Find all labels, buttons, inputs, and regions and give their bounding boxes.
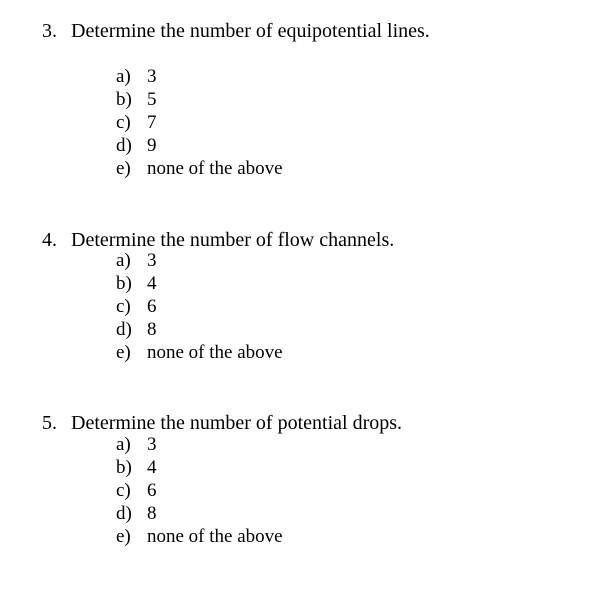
option-letter: b) <box>116 273 132 294</box>
option-text: 4 <box>147 457 157 478</box>
option-letter: e) <box>116 158 131 179</box>
option-letter: c) <box>116 296 131 317</box>
question-stem <box>42 411 402 435</box>
option-letter: e) <box>116 342 131 363</box>
option-letter: a) <box>116 66 131 87</box>
option-letter: b) <box>116 89 132 110</box>
option-letter: b) <box>116 457 132 478</box>
option-text: 8 <box>147 319 157 340</box>
answer-options <box>116 65 283 180</box>
question-text: Determine the number of equipotential lines. <box>71 20 430 42</box>
option-a <box>116 249 283 272</box>
question-text: Determine the number of potential drops. <box>71 412 403 434</box>
option-d <box>116 318 283 341</box>
option-b <box>116 88 283 111</box>
option-letter: c) <box>116 480 131 501</box>
option-a <box>116 433 283 456</box>
option-text: 8 <box>147 503 157 524</box>
option-e <box>116 341 283 364</box>
option-text: 7 <box>147 112 157 133</box>
option-e <box>116 157 283 180</box>
option-letter: e) <box>116 526 131 547</box>
option-letter: d) <box>116 503 132 524</box>
option-b <box>116 272 283 295</box>
option-d <box>116 502 283 525</box>
option-e <box>116 525 283 548</box>
question-number: 4. <box>42 229 57 251</box>
option-text: 6 <box>147 296 157 317</box>
option-text: 3 <box>147 66 157 87</box>
option-text: none of the above <box>147 158 283 179</box>
option-c <box>116 479 283 502</box>
option-letter: d) <box>116 135 132 156</box>
question-stem <box>42 19 430 43</box>
option-a <box>116 65 283 88</box>
question-number: 3. <box>42 20 57 42</box>
question-text: Determine the number of flow channels. <box>71 229 395 251</box>
option-b <box>116 456 283 479</box>
answer-options <box>116 249 283 364</box>
option-text: 4 <box>147 273 157 294</box>
option-text: 3 <box>147 250 157 271</box>
option-d <box>116 134 283 157</box>
option-c <box>116 295 283 318</box>
option-c <box>116 111 283 134</box>
option-text: 9 <box>147 135 157 156</box>
question-number: 5. <box>42 412 57 434</box>
option-text: none of the above <box>147 342 283 363</box>
option-text: 3 <box>147 434 157 455</box>
option-letter: c) <box>116 112 131 133</box>
option-letter: a) <box>116 250 131 271</box>
option-text: 5 <box>147 89 157 110</box>
option-text: none of the above <box>147 526 283 547</box>
option-text: 6 <box>147 480 157 501</box>
option-letter: d) <box>116 319 132 340</box>
answer-options <box>116 433 283 548</box>
option-letter: a) <box>116 434 131 455</box>
